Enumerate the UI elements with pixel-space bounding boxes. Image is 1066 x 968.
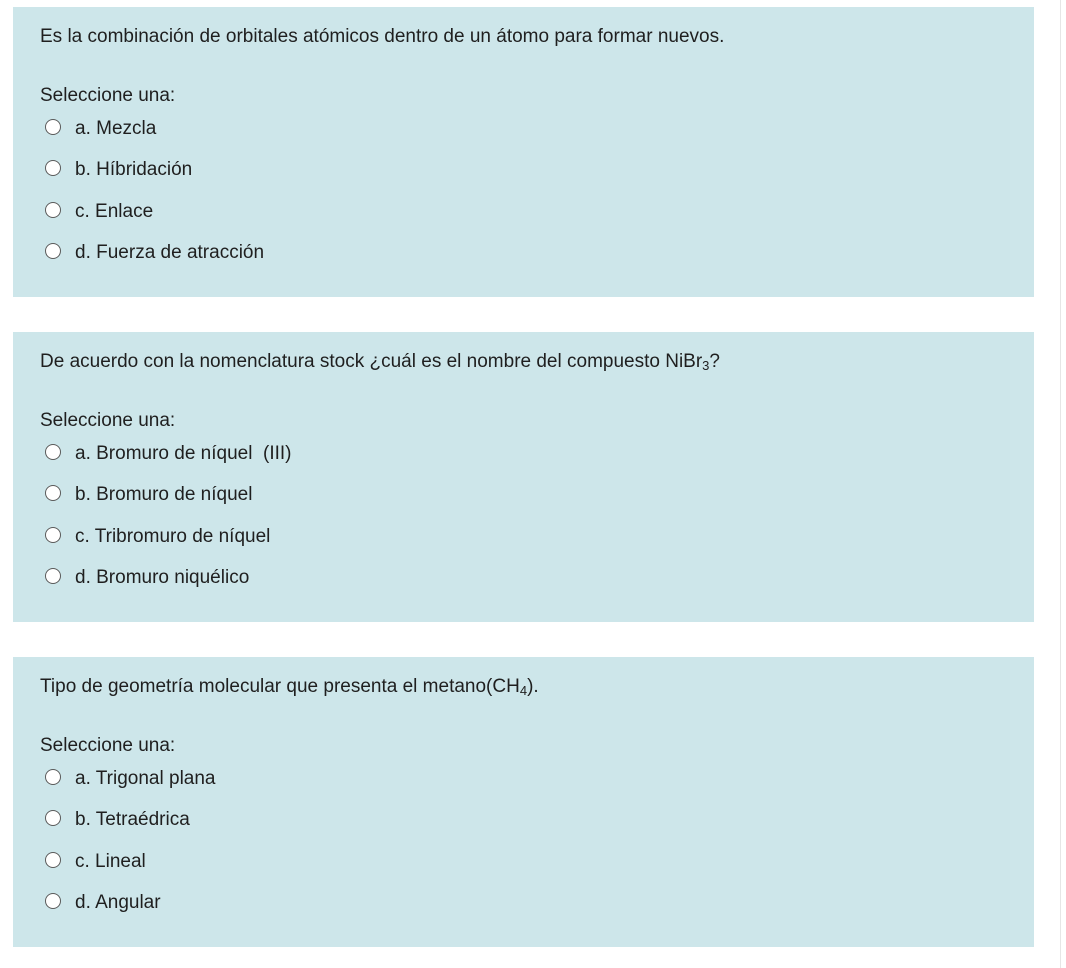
option-a[interactable] [45, 118, 264, 159]
option-label[interactable]: a. Trigonal plana [75, 768, 216, 789]
question-text-end: ? [709, 351, 720, 372]
answer-options [45, 768, 216, 933]
option-c[interactable] [45, 526, 292, 567]
option-label[interactable]: b. Híbridación [75, 159, 193, 181]
radio-button[interactable] [45, 810, 61, 826]
question-text-end: ). [527, 676, 539, 697]
option-label[interactable]: a. Bromuro de níquel (III) [75, 443, 292, 464]
radio-button[interactable] [45, 485, 61, 501]
radio-button[interactable] [45, 852, 61, 868]
radio-button[interactable] [45, 160, 61, 176]
option-a[interactable] [45, 443, 292, 484]
option-label[interactable]: d. Fuerza de atracción [75, 241, 265, 263]
page-divider [1060, 0, 1061, 968]
radio-button[interactable] [45, 893, 61, 909]
answer-options [45, 443, 292, 608]
answer-options [45, 118, 264, 283]
select-one-prompt: Seleccione una: [40, 735, 176, 756]
option-a[interactable] [45, 768, 216, 809]
question-text-main: De acuerdo con la nomenclatura stock ¿cuál es el nombre del compuesto NiBr [40, 351, 703, 372]
option-label[interactable]: d. Bromuro niquélico [75, 566, 250, 588]
question-text-main: Tipo de geometría molecular que presenta el metano(CH [40, 676, 520, 697]
select-one-prompt: Seleccione una: [40, 410, 176, 431]
formula-subscript: 4 [519, 683, 528, 698]
radio-button[interactable] [45, 202, 61, 218]
radio-button[interactable] [45, 119, 61, 135]
formula-subscript: 3 [702, 358, 710, 373]
option-label[interactable]: a. Mezcla [75, 118, 157, 139]
radio-button[interactable] [45, 243, 61, 259]
option-label[interactable]: b. Bromuro de níquel [75, 484, 253, 506]
option-label[interactable]: c. Lineal [75, 850, 146, 872]
option-b[interactable] [45, 809, 216, 850]
radio-button[interactable] [45, 444, 61, 460]
option-d[interactable] [45, 892, 216, 933]
option-c[interactable] [45, 201, 264, 242]
option-d[interactable] [45, 567, 292, 608]
select-one-prompt: Seleccione una: [40, 85, 176, 106]
question-text [40, 676, 539, 698]
radio-button[interactable] [45, 527, 61, 543]
question-card-3 [13, 657, 1034, 947]
option-label[interactable]: c. Tribromuro de níquel [75, 525, 271, 547]
option-label[interactable]: b. Tetraédrica [75, 809, 190, 831]
option-c[interactable] [45, 851, 216, 892]
option-label[interactable]: c. Enlace [75, 200, 154, 222]
question-card-1 [13, 7, 1034, 297]
question-text [40, 351, 720, 373]
option-b[interactable] [45, 159, 264, 200]
question-card-2 [13, 332, 1034, 622]
option-label[interactable]: d. Angular [75, 891, 161, 913]
option-d[interactable] [45, 242, 264, 283]
radio-button[interactable] [45, 769, 61, 785]
option-b[interactable] [45, 484, 292, 525]
radio-button[interactable] [45, 568, 61, 584]
question-text: Es la combinación de orbitales atómicos dentro de un átomo para formar nuevos. [40, 26, 725, 47]
